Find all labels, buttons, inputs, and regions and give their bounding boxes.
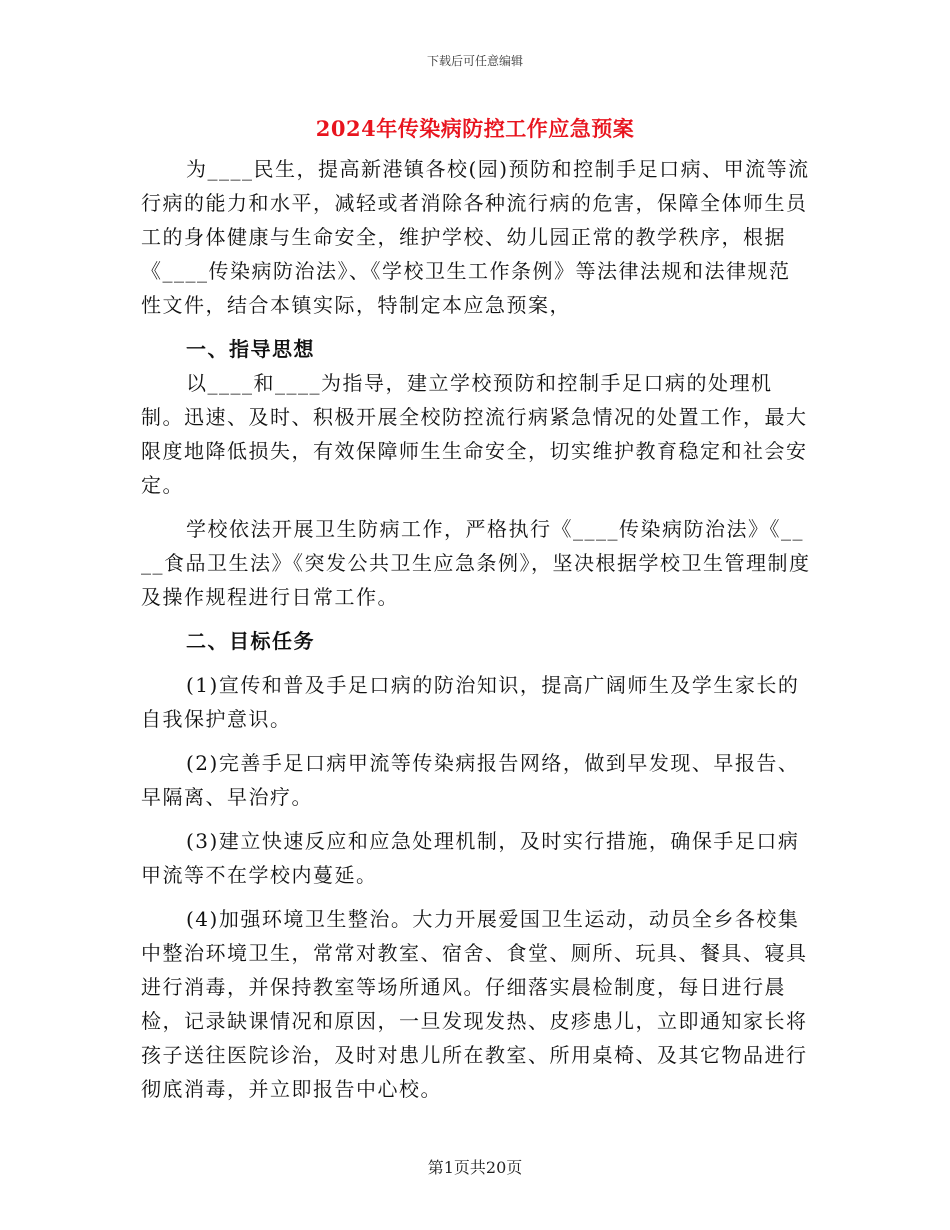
- document-body: [141, 152, 811, 1106]
- goal-item-1: (1)宣传和普及手足口病的防治知识，提高广阔师生及学生家长的自我保护意识。: [141, 673, 800, 731]
- goal-item-3: (3)建立快速反应和应急处理机制，及时实行措施，确保手足口病甲流等不在学校内蔓延。: [141, 829, 800, 887]
- document-title: 2024年传染病防控工作应急预案: [315, 116, 635, 141]
- goal-item-2: (2)完善手足口病甲流等传染病报告网络，做到早发现、早报告、早隔离、早治疗。: [141, 751, 800, 809]
- guiding-ideology-paragraph-1: 以____和____为指导，建立学校预防和控制手足口病的处理机制。迅速、及时、积极开展全校防控流行病紧急情况的处置工作，最大限度地降低损失，有效保障师生生命安全，切实维护教育稳定和社会安定。: [141, 371, 808, 497]
- intro-paragraph: 为____民生，提高新港镇各校(园)预防和控制手足口病、甲流等流行病的能力和水平，减轻或者消除各种流行病的危害，保障全体师生员工的身体健康与生命安全，维护学校、幼儿园正常的教学秩序，根据《____传染病防治法》、《学校卫生工作条例》等法律法规和法律规范性文件，结合本镇实际，特制定本应急预案，: [141, 157, 810, 317]
- section-heading-goals: 二、目标任务: [186, 629, 315, 653]
- goal-item-4: (4)加强环境卫生整治。大力开展爱国卫生运动，动员全乡各校集中整治环境卫生，常常对教室、宿舍、食堂、厕所、玩具、餐具、寝具进行消毒，并保持教室等场所通风。仔细落实晨检制度，每日进行晨检，记录缺课情况和原因，一旦发现发热、皮疹患儿，立即通知家长将孩子送往医院诊治，及时对患儿所在教室、所用桌椅、及其它物品进行彻底消毒，并立即报告中心校。: [141, 907, 808, 1101]
- page-header-note: 下载后可任意编辑: [426, 54, 523, 68]
- page-number: 第1页共20页: [427, 1158, 523, 1177]
- section-heading-guiding-ideology: 一、指导思想: [186, 337, 315, 361]
- guiding-ideology-paragraph-2: 学校依法开展卫生防病工作，严格执行《____传染病防治法》《____食品卫生法》《突发公共卫生应急条例》，坚决根据学校卫生管理制度及操作规程进行日常工作。: [141, 517, 811, 609]
